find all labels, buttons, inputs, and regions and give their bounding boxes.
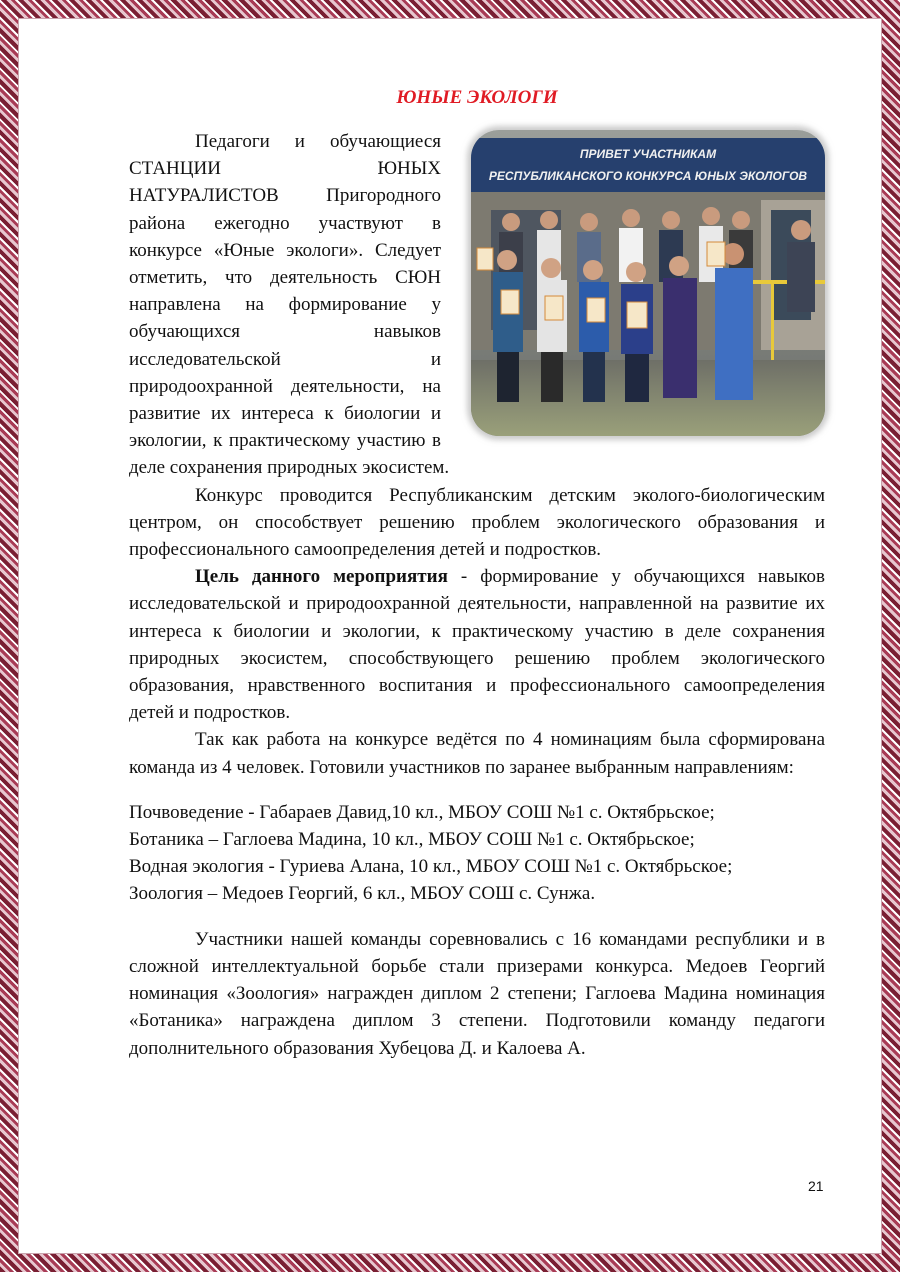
page-title: ЮНЫЕ ЭКОЛОГИ [396,87,558,108]
nomination-item: Зоология – Медоев Георгий, 6 кл., МБОУ СОШ с. Сунжа. [129,883,596,905]
nomination-item: Водная экология - Гуриева Алана, 10 кл., МБОУ СОШ №1 с. Октябрьское; [129,856,733,878]
paragraph-contest: Конкурс проводится Республиканским детским эколого-биологическим центром, он способствует решению проблем экологического образования и профессионального самоопределения детей и подростков. [129,484,825,561]
group-photo-image [471,130,825,436]
group-photo [471,130,825,436]
page-content [129,84,825,1062]
banner-line-2: РЕСПУБЛИКАНСКОГО КОНКУРСА ЮНЫХ ЭКОЛОГОВ [488,169,808,183]
goal-label: Цель данного мероприятия [195,566,448,588]
paragraph-team: Так как работа на конкурсе ведётся по 4 номинациям была сформирована команда из 4 человек. Готовили участников по заранее выбранным направлениям: [129,729,825,778]
page-number: 21 [808,1178,824,1194]
paragraph-results: Участники нашей команды соревновались с 16 командами республики и в сложной интеллектуальной борьбе стали призерами конкурса. Медоев Георгий номинация «Зоология» награжден диплом 2 степени; Гаглоева Мадина номинация «Ботаника» награждена диплом 3 степени. Подготовили команду педагоги дополнительного образования Хубецова Д. и Калоева А. [129,928,825,1059]
paragraph-goal [129,563,825,726]
nominations-list [129,799,825,908]
nomination-item: Почвоведение - Габараев Давид,10 кл., МБОУ СОШ №1 с. Октябрьское; [129,801,715,823]
paragraph-intro: Педагоги и обучающиеся СТАНЦИИ ЮНЫХ НАТУРАЛИСТОВ Пригородного района ежегодно участвуют в конкурсе «Юные экологи». Следует отметить, что деятельность СЮН направлена на формирование у обучающихся навыков исследовательской и природоохранной деятельности, на развитие их интереса к биологии и экологии, к практическому участию в деле сохранения природных экосистем. [129,131,450,479]
goal-text: - формирование у обучающихся навыков исследовательской и природоохранной деятельности, направленной на развитие их интереса к биологии и экологии, к практическому участию в деле сохранения природных экосистем, способствующего решению проблем экологического образования, нравственного воспитания и профессионального самоопределения детей и подростков. [129,566,826,724]
banner-line-1: ПРИВЕТ УЧАСТНИКАМ [579,147,717,161]
nomination-item: Ботаника – Гаглоева Мадина, 10 кл., МБОУ СОШ №1 с. Октябрьское; [129,829,695,851]
